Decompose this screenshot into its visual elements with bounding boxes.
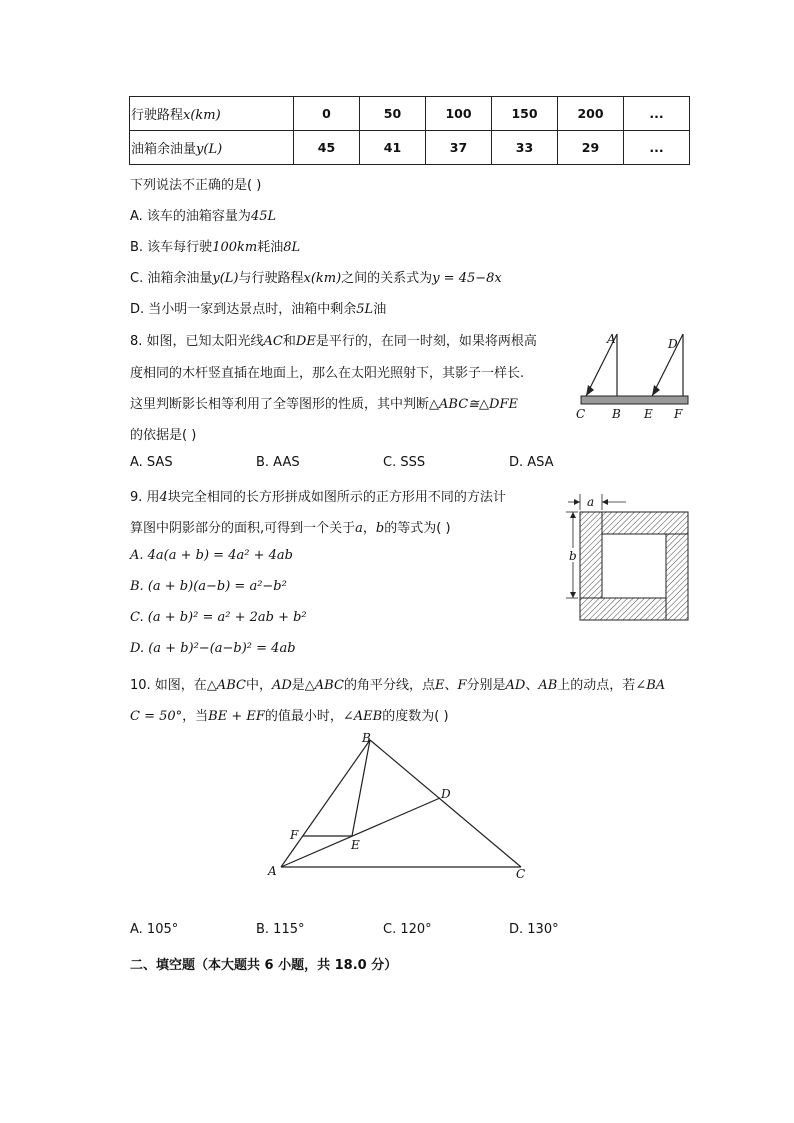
q8-option-c[interactable]: C. SSS	[383, 455, 426, 470]
q9-option-d[interactable]: D. (a + b)²−(a−b)² = 4ab	[130, 641, 296, 656]
q8-option-b[interactable]: B. AAS	[256, 455, 300, 470]
table-row	[130, 131, 690, 165]
data-table	[129, 96, 690, 165]
q8-option-a[interactable]: A. SAS	[130, 455, 173, 470]
segment-be	[352, 740, 370, 836]
label-c: C	[516, 867, 526, 881]
q10-option-d[interactable]: D. 130°	[509, 922, 559, 937]
dim-arrowhead	[570, 592, 576, 598]
q7-option-c[interactable]: C. 油箱余油量y(L)与行驶路程x(km)之间的关系式为y = 45−8x	[130, 271, 502, 286]
table-cell: 50	[360, 97, 426, 131]
ray-arrow	[586, 385, 594, 396]
table-cell: 33	[492, 131, 558, 165]
label-f: F	[674, 407, 683, 421]
q9-line-2: 算图中阴影部分的面积,可得到一个关于a，b的等式为( )	[130, 521, 451, 536]
q8-line-1: 8. 如图，已知太阳光线AC和DE是平行的，在同一时刻，如果将两根高	[130, 334, 537, 349]
q10-option-a[interactable]: A. 105°	[130, 922, 179, 937]
label-e: E	[351, 838, 360, 852]
label-f: F	[290, 828, 299, 842]
dim-arrowhead	[570, 512, 576, 518]
dim-arrowhead	[574, 499, 580, 505]
label-d: D	[668, 337, 678, 351]
q8-figure	[570, 330, 700, 425]
inner-square	[602, 534, 666, 598]
dim-arrowhead	[602, 499, 608, 505]
table-cell: 29	[558, 131, 624, 165]
table-cell: 100	[426, 97, 492, 131]
label-a: A	[607, 332, 616, 346]
q9-option-a[interactable]: A. 4a(a + b) = 4a² + 4ab	[130, 548, 293, 563]
q9-option-c[interactable]: C. (a + b)² = a² + 2ab + b²	[130, 610, 307, 625]
q9-line-1: 9. 用4块完全相同的长方形拼成如图所示的正方形用不同的方法计	[130, 490, 506, 505]
label-b: b	[569, 549, 577, 563]
label-b: B	[612, 407, 621, 421]
q10-line-1: 10. 如图，在△ABC中，AD是△ABC的角平分线，点E、F分别是AD、AB上的动点，若∠BA	[130, 678, 666, 693]
q8-line-4: 的依据是( )	[130, 428, 197, 443]
q8-line-3: 这里判断影长相等利用了全等图形的性质，其中判断△ABC≅△DFE	[130, 397, 518, 412]
q10-options	[0, 922, 794, 942]
table-cell: 150	[492, 97, 558, 131]
row-header: 行驶路程x(km)	[130, 97, 294, 131]
q10-line-2: C = 50°，当BE + EF的值最小时，∠AEB的度数为( )	[130, 709, 449, 724]
q7-prompt: 下列说法不正确的是( )	[130, 178, 262, 193]
ground-bar	[581, 396, 688, 404]
q7-option-a[interactable]: A. 该车的油箱容量为45L	[130, 209, 277, 224]
segment-bc	[370, 740, 521, 867]
q7-option-d[interactable]: D. 当小明一家到达景点时，油箱中剩余5L油	[130, 302, 387, 317]
label-b: B	[362, 731, 371, 745]
q9-figure	[560, 490, 695, 625]
q7-option-b[interactable]: B. 该车每行驶100km耗油8L	[130, 240, 301, 255]
q10-option-b[interactable]: B. 115°	[256, 922, 305, 937]
label-c: C	[576, 407, 586, 421]
label-e: E	[644, 407, 653, 421]
table-cell: 0	[294, 97, 360, 131]
table-cell: 45	[294, 131, 360, 165]
q10-figure	[260, 728, 540, 883]
q10-option-c[interactable]: C. 120°	[383, 922, 432, 937]
q8-line-2: 度相同的木杆竖直插在地面上，那么在太阳光照射下，其影子一样长.	[130, 366, 525, 381]
table-cell: ...	[624, 131, 690, 165]
section-heading: 二、填空题（本大题共 6 小题，共 18.0 分）	[130, 958, 398, 973]
q8-option-d[interactable]: D. ASA	[509, 455, 554, 470]
label-d: D	[441, 787, 451, 801]
label-a: A	[268, 864, 277, 878]
table-row	[130, 97, 690, 131]
table-cell: 37	[426, 131, 492, 165]
q9-option-b[interactable]: B. (a + b)(a−b) = a²−b²	[130, 579, 287, 594]
table-cell: 200	[558, 97, 624, 131]
table-cell: 41	[360, 131, 426, 165]
table-cell: ...	[624, 97, 690, 131]
row-header: 油箱余油量y(L)	[130, 131, 294, 165]
ray-arrow	[652, 385, 660, 396]
label-a: a	[587, 495, 595, 509]
q8-options	[0, 455, 794, 475]
